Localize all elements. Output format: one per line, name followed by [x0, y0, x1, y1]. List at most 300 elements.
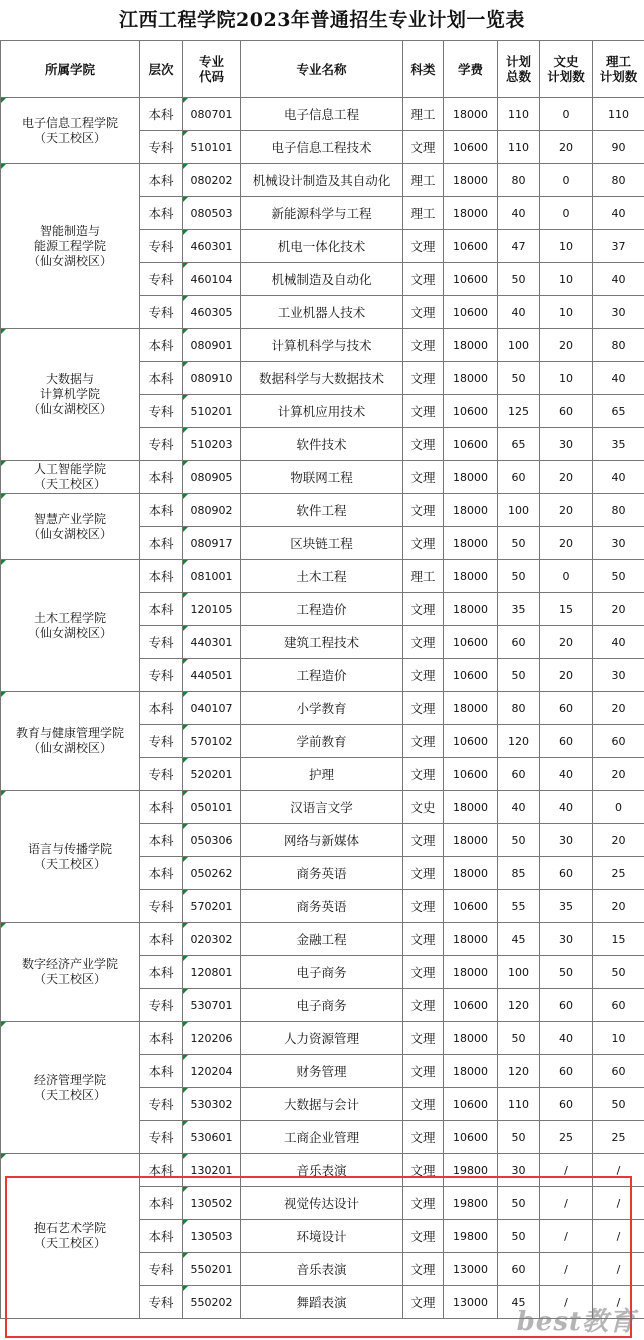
- total-cell: 125: [498, 395, 540, 428]
- table-row: [1, 1022, 644, 1055]
- total-cell: 40: [498, 197, 540, 230]
- subject-cell: 文理: [403, 725, 444, 758]
- science-cell: /: [593, 1187, 644, 1220]
- science-cell: 0: [593, 791, 644, 824]
- science-cell: 50: [593, 560, 644, 593]
- subject-cell: 文理: [403, 659, 444, 692]
- fee-cell: 10600: [444, 428, 498, 461]
- major-cell: 软件技术: [241, 428, 403, 461]
- total-cell: 100: [498, 329, 540, 362]
- header-total: 计划 总数: [498, 41, 540, 98]
- total-cell: 30: [498, 1154, 540, 1187]
- arts-cell: /: [540, 1220, 593, 1253]
- level-cell: 本科: [140, 1022, 183, 1055]
- fee-cell: 18000: [444, 956, 498, 989]
- arts-cell: 20: [540, 626, 593, 659]
- level-cell: 专科: [140, 626, 183, 659]
- arts-cell: 60: [540, 1088, 593, 1121]
- science-cell: 30: [593, 527, 644, 560]
- science-cell: 40: [593, 362, 644, 395]
- major-cell: 区块链工程: [241, 527, 403, 560]
- arts-cell: 60: [540, 725, 593, 758]
- level-cell: 本科: [140, 956, 183, 989]
- major-cell: 工业机器人技术: [241, 296, 403, 329]
- major-cell: 计算机应用技术: [241, 395, 403, 428]
- fee-cell: 18000: [444, 560, 498, 593]
- arts-cell: 20: [540, 494, 593, 527]
- level-cell: 专科: [140, 890, 183, 923]
- total-cell: 50: [498, 263, 540, 296]
- science-cell: 90: [593, 131, 644, 164]
- total-cell: 50: [498, 1220, 540, 1253]
- total-cell: 55: [498, 890, 540, 923]
- subject-cell: 文理: [403, 296, 444, 329]
- fee-cell: 10600: [444, 758, 498, 791]
- table-header-row: [1, 41, 644, 98]
- arts-cell: 40: [540, 791, 593, 824]
- total-cell: 80: [498, 692, 540, 725]
- level-cell: 本科: [140, 923, 183, 956]
- fee-cell: 10600: [444, 890, 498, 923]
- level-cell: 本科: [140, 593, 183, 626]
- code-cell: 040107: [183, 692, 241, 725]
- level-cell: 专科: [140, 395, 183, 428]
- total-cell: 50: [498, 1022, 540, 1055]
- header-science: 理工 计划数: [593, 41, 644, 98]
- fee-cell: 10600: [444, 1121, 498, 1154]
- major-cell: 舞蹈表演: [241, 1286, 403, 1319]
- code-cell: 520201: [183, 758, 241, 791]
- code-cell: 020302: [183, 923, 241, 956]
- fee-cell: 10600: [444, 626, 498, 659]
- major-cell: 计算机科学与技术: [241, 329, 403, 362]
- science-cell: /: [593, 1286, 644, 1319]
- code-cell: 130201: [183, 1154, 241, 1187]
- fee-cell: 18000: [444, 1055, 498, 1088]
- arts-cell: 25: [540, 1121, 593, 1154]
- enrollment-plan-table: [0, 40, 644, 1319]
- fee-cell: 19800: [444, 1220, 498, 1253]
- science-cell: 40: [593, 461, 644, 494]
- subject-cell: 文史: [403, 791, 444, 824]
- arts-cell: 50: [540, 956, 593, 989]
- subject-cell: 文理: [403, 131, 444, 164]
- major-cell: 软件工程: [241, 494, 403, 527]
- science-cell: 60: [593, 725, 644, 758]
- header-fee: 学费: [444, 41, 498, 98]
- college-name-cell: 电子信息工程学院 （天工校区）: [1, 98, 140, 164]
- subject-cell: 文理: [403, 1187, 444, 1220]
- subject-cell: 文理: [403, 1286, 444, 1319]
- science-cell: 60: [593, 1055, 644, 1088]
- code-cell: 120801: [183, 956, 241, 989]
- science-cell: 80: [593, 164, 644, 197]
- total-cell: 40: [498, 296, 540, 329]
- total-cell: 80: [498, 164, 540, 197]
- level-cell: 专科: [140, 1121, 183, 1154]
- code-cell: 530302: [183, 1088, 241, 1121]
- fee-cell: 18000: [444, 923, 498, 956]
- table-row: [1, 923, 644, 956]
- major-cell: 商务英语: [241, 890, 403, 923]
- subject-cell: 理工: [403, 197, 444, 230]
- subject-cell: 文理: [403, 692, 444, 725]
- major-cell: 数据科学与大数据技术: [241, 362, 403, 395]
- total-cell: 50: [498, 824, 540, 857]
- college-name-cell: 抱石艺术学院 （天工校区）: [1, 1154, 140, 1319]
- fee-cell: 10600: [444, 989, 498, 1022]
- code-cell: 510101: [183, 131, 241, 164]
- total-cell: 60: [498, 626, 540, 659]
- subject-cell: 文理: [403, 1220, 444, 1253]
- arts-cell: 10: [540, 230, 593, 263]
- major-cell: 工商企业管理: [241, 1121, 403, 1154]
- college-name-cell: 智慧产业学院 （仙女湖校区）: [1, 494, 140, 560]
- code-cell: 510201: [183, 395, 241, 428]
- science-cell: 20: [593, 824, 644, 857]
- level-cell: 专科: [140, 1088, 183, 1121]
- level-cell: 专科: [140, 725, 183, 758]
- science-cell: 20: [593, 593, 644, 626]
- level-cell: 本科: [140, 560, 183, 593]
- subject-cell: 文理: [403, 857, 444, 890]
- arts-cell: 30: [540, 923, 593, 956]
- subject-cell: 文理: [403, 956, 444, 989]
- science-cell: 80: [593, 329, 644, 362]
- subject-cell: 文理: [403, 1121, 444, 1154]
- total-cell: 110: [498, 1088, 540, 1121]
- major-cell: 汉语言文学: [241, 791, 403, 824]
- level-cell: 本科: [140, 1187, 183, 1220]
- science-cell: 37: [593, 230, 644, 263]
- subject-cell: 文理: [403, 329, 444, 362]
- level-cell: 本科: [140, 527, 183, 560]
- science-cell: 35: [593, 428, 644, 461]
- major-cell: 商务英语: [241, 857, 403, 890]
- arts-cell: 30: [540, 428, 593, 461]
- major-cell: 财务管理: [241, 1055, 403, 1088]
- total-cell: 50: [498, 659, 540, 692]
- subject-cell: 文理: [403, 923, 444, 956]
- arts-cell: 60: [540, 395, 593, 428]
- major-cell: 工程造价: [241, 659, 403, 692]
- fee-cell: 18000: [444, 692, 498, 725]
- science-cell: /: [593, 1154, 644, 1187]
- level-cell: 专科: [140, 1286, 183, 1319]
- fee-cell: 10600: [444, 659, 498, 692]
- arts-cell: 10: [540, 263, 593, 296]
- subject-cell: 文理: [403, 362, 444, 395]
- fee-cell: 10600: [444, 296, 498, 329]
- level-cell: 本科: [140, 494, 183, 527]
- major-cell: 大数据与会计: [241, 1088, 403, 1121]
- table-row: [1, 494, 644, 527]
- fee-cell: 18000: [444, 461, 498, 494]
- table-row: [1, 1154, 644, 1187]
- science-cell: 10: [593, 1022, 644, 1055]
- fee-cell: 18000: [444, 329, 498, 362]
- science-cell: 25: [593, 857, 644, 890]
- code-cell: 080901: [183, 329, 241, 362]
- science-cell: 20: [593, 758, 644, 791]
- watermark: best教育: [516, 1307, 636, 1337]
- total-cell: 100: [498, 494, 540, 527]
- major-cell: 新能源科学与工程: [241, 197, 403, 230]
- arts-cell: 20: [540, 527, 593, 560]
- level-cell: 专科: [140, 758, 183, 791]
- header-code: 专业 代码: [183, 41, 241, 98]
- major-cell: 电子商务: [241, 956, 403, 989]
- code-cell: 530701: [183, 989, 241, 1022]
- major-cell: 音乐表演: [241, 1253, 403, 1286]
- level-cell: 本科: [140, 1055, 183, 1088]
- code-cell: 570201: [183, 890, 241, 923]
- college-name-cell: 智能制造与 能源工程学院 （仙女湖校区）: [1, 164, 140, 329]
- total-cell: 50: [498, 560, 540, 593]
- code-cell: 050262: [183, 857, 241, 890]
- level-cell: 本科: [140, 1154, 183, 1187]
- science-cell: 40: [593, 263, 644, 296]
- college-name-cell: 数字经济产业学院 （天工校区）: [1, 923, 140, 1022]
- college-name-cell: 大数据与 计算机学院 （仙女湖校区）: [1, 329, 140, 461]
- major-cell: 机电一体化技术: [241, 230, 403, 263]
- total-cell: 60: [498, 1253, 540, 1286]
- level-cell: 本科: [140, 692, 183, 725]
- arts-cell: 60: [540, 692, 593, 725]
- science-cell: 80: [593, 494, 644, 527]
- subject-cell: 文理: [403, 1088, 444, 1121]
- science-cell: /: [593, 1253, 644, 1286]
- table-row: [1, 164, 644, 197]
- header-college: 所属学院: [1, 41, 140, 98]
- total-cell: 65: [498, 428, 540, 461]
- fee-cell: 10600: [444, 230, 498, 263]
- fee-cell: 10600: [444, 263, 498, 296]
- level-cell: 专科: [140, 263, 183, 296]
- level-cell: 本科: [140, 164, 183, 197]
- code-cell: 080701: [183, 98, 241, 131]
- code-cell: 510203: [183, 428, 241, 461]
- science-cell: 40: [593, 197, 644, 230]
- code-cell: 120204: [183, 1055, 241, 1088]
- code-cell: 440501: [183, 659, 241, 692]
- code-cell: 080910: [183, 362, 241, 395]
- code-cell: 050306: [183, 824, 241, 857]
- subject-cell: 文理: [403, 395, 444, 428]
- science-cell: /: [593, 1220, 644, 1253]
- table-row: [1, 98, 644, 131]
- code-cell: 570102: [183, 725, 241, 758]
- table-row: [1, 560, 644, 593]
- code-cell: 460305: [183, 296, 241, 329]
- major-cell: 机械制造及自动化: [241, 263, 403, 296]
- major-cell: 建筑工程技术: [241, 626, 403, 659]
- subject-cell: 文理: [403, 263, 444, 296]
- major-cell: 工程造价: [241, 593, 403, 626]
- subject-cell: 文理: [403, 1253, 444, 1286]
- fee-cell: 10600: [444, 395, 498, 428]
- fee-cell: 19800: [444, 1154, 498, 1187]
- arts-cell: 10: [540, 362, 593, 395]
- major-cell: 机械设计制造及其自动化: [241, 164, 403, 197]
- table-body: [1, 98, 644, 1319]
- science-cell: 30: [593, 296, 644, 329]
- arts-cell: 10: [540, 296, 593, 329]
- science-cell: 50: [593, 1088, 644, 1121]
- subject-cell: 文理: [403, 593, 444, 626]
- level-cell: 本科: [140, 1220, 183, 1253]
- page-title: 江西工程学院2023年普通招生专业计划一览表: [119, 9, 525, 31]
- code-cell: 130502: [183, 1187, 241, 1220]
- subject-cell: 理工: [403, 164, 444, 197]
- science-cell: 110: [593, 98, 644, 131]
- major-cell: 网络与新媒体: [241, 824, 403, 857]
- arts-cell: 20: [540, 659, 593, 692]
- code-cell: 080202: [183, 164, 241, 197]
- arts-cell: /: [540, 1154, 593, 1187]
- fee-cell: 18000: [444, 362, 498, 395]
- level-cell: 专科: [140, 659, 183, 692]
- level-cell: 本科: [140, 824, 183, 857]
- subject-cell: 文理: [403, 824, 444, 857]
- subject-cell: 文理: [403, 758, 444, 791]
- arts-cell: /: [540, 1286, 593, 1319]
- code-cell: 550202: [183, 1286, 241, 1319]
- level-cell: 专科: [140, 428, 183, 461]
- college-name-cell: 土木工程学院 （仙女湖校区）: [1, 560, 140, 692]
- subject-cell: 文理: [403, 230, 444, 263]
- fee-cell: 18000: [444, 494, 498, 527]
- fee-cell: 10600: [444, 131, 498, 164]
- total-cell: 50: [498, 1121, 540, 1154]
- fee-cell: 13000: [444, 1253, 498, 1286]
- major-cell: 电子信息工程技术: [241, 131, 403, 164]
- college-name-cell: 人工智能学院 （天工校区）: [1, 461, 140, 494]
- fee-cell: 19800: [444, 1187, 498, 1220]
- code-cell: 460301: [183, 230, 241, 263]
- subject-cell: 文理: [403, 626, 444, 659]
- subject-cell: 文理: [403, 890, 444, 923]
- arts-cell: 20: [540, 461, 593, 494]
- fee-cell: 18000: [444, 98, 498, 131]
- science-cell: 30: [593, 659, 644, 692]
- code-cell: 080917: [183, 527, 241, 560]
- subject-cell: 文理: [403, 494, 444, 527]
- major-cell: 视觉传达设计: [241, 1187, 403, 1220]
- major-cell: 音乐表演: [241, 1154, 403, 1187]
- code-cell: 120105: [183, 593, 241, 626]
- table-row: [1, 329, 644, 362]
- subject-cell: 理工: [403, 560, 444, 593]
- subject-cell: 文理: [403, 527, 444, 560]
- college-name-cell: 经济管理学院 （天工校区）: [1, 1022, 140, 1154]
- arts-cell: 20: [540, 131, 593, 164]
- total-cell: 50: [498, 1187, 540, 1220]
- major-cell: 人力资源管理: [241, 1022, 403, 1055]
- level-cell: 本科: [140, 329, 183, 362]
- science-cell: 60: [593, 989, 644, 1022]
- level-cell: 专科: [140, 230, 183, 263]
- college-name-cell: 语言与传播学院 （天工校区）: [1, 791, 140, 923]
- total-cell: 40: [498, 791, 540, 824]
- total-cell: 50: [498, 527, 540, 560]
- level-cell: 本科: [140, 98, 183, 131]
- total-cell: 120: [498, 989, 540, 1022]
- code-cell: 050101: [183, 791, 241, 824]
- fee-cell: 18000: [444, 164, 498, 197]
- header-arts: 文史 计划数: [540, 41, 593, 98]
- subject-cell: 文理: [403, 1055, 444, 1088]
- arts-cell: 0: [540, 197, 593, 230]
- fee-cell: 18000: [444, 791, 498, 824]
- total-cell: 110: [498, 131, 540, 164]
- fee-cell: 18000: [444, 857, 498, 890]
- subject-cell: 理工: [403, 98, 444, 131]
- total-cell: 50: [498, 362, 540, 395]
- arts-cell: 60: [540, 1055, 593, 1088]
- total-cell: 47: [498, 230, 540, 263]
- science-cell: 40: [593, 626, 644, 659]
- subject-cell: 文理: [403, 1022, 444, 1055]
- major-cell: 学前教育: [241, 725, 403, 758]
- arts-cell: /: [540, 1187, 593, 1220]
- total-cell: 85: [498, 857, 540, 890]
- arts-cell: 60: [540, 989, 593, 1022]
- code-cell: 460104: [183, 263, 241, 296]
- arts-cell: 30: [540, 824, 593, 857]
- arts-cell: 0: [540, 164, 593, 197]
- level-cell: 专科: [140, 1253, 183, 1286]
- arts-cell: 60: [540, 857, 593, 890]
- fee-cell: 18000: [444, 1022, 498, 1055]
- major-cell: 物联网工程: [241, 461, 403, 494]
- major-cell: 护理: [241, 758, 403, 791]
- total-cell: 120: [498, 1055, 540, 1088]
- table-row: [1, 692, 644, 725]
- major-cell: 电子商务: [241, 989, 403, 1022]
- major-cell: 小学教育: [241, 692, 403, 725]
- fee-cell: 13000: [444, 1286, 498, 1319]
- code-cell: 080902: [183, 494, 241, 527]
- total-cell: 35: [498, 593, 540, 626]
- fee-cell: 18000: [444, 197, 498, 230]
- science-cell: 15: [593, 923, 644, 956]
- science-cell: 65: [593, 395, 644, 428]
- arts-cell: 0: [540, 560, 593, 593]
- total-cell: 110: [498, 98, 540, 131]
- total-cell: 60: [498, 461, 540, 494]
- science-cell: 25: [593, 1121, 644, 1154]
- level-cell: 专科: [140, 989, 183, 1022]
- subject-cell: 文理: [403, 461, 444, 494]
- level-cell: 本科: [140, 461, 183, 494]
- major-cell: 金融工程: [241, 923, 403, 956]
- major-cell: 电子信息工程: [241, 98, 403, 131]
- code-cell: 080503: [183, 197, 241, 230]
- level-cell: 本科: [140, 857, 183, 890]
- subject-cell: 文理: [403, 428, 444, 461]
- level-cell: 本科: [140, 197, 183, 230]
- major-cell: 土木工程: [241, 560, 403, 593]
- level-cell: 本科: [140, 791, 183, 824]
- total-cell: 60: [498, 758, 540, 791]
- total-cell: 120: [498, 725, 540, 758]
- table-row: [1, 791, 644, 824]
- level-cell: 专科: [140, 131, 183, 164]
- total-cell: 45: [498, 1286, 540, 1319]
- science-cell: 50: [593, 956, 644, 989]
- fee-cell: 18000: [444, 593, 498, 626]
